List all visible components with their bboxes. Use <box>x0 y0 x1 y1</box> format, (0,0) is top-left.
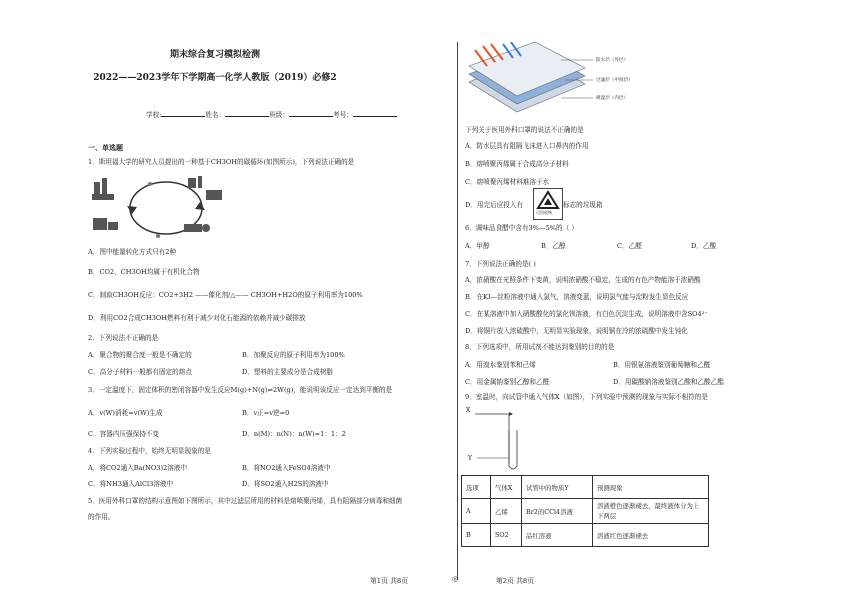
student-info-line <box>146 110 397 120</box>
apparatus-label-x: X <box>466 407 471 414</box>
page-subtitle: 2022——2023学年下学期高一化学人教版（2019）必修2 <box>93 73 337 83</box>
class-label: 班级： <box>269 111 289 119</box>
q4-option-c: C．将NH3通入AlCl3溶液中 <box>88 480 174 488</box>
left-page-footer: 第1页 共8页 <box>370 577 408 585</box>
q2-option-c: C．高分子材料一般都有固定的熔点 <box>88 368 192 376</box>
q5-stem: 下列关于医用外科口罩的说法不正确的是 <box>465 126 584 134</box>
right-page-footer: 第2页 共8页 <box>496 577 534 585</box>
apparatus-label-y: Y <box>468 455 472 462</box>
q5-option-a: A．防水层具有阻隔飞沫进入口鼻内的作用 <box>465 142 589 150</box>
q1-option-b: B．CO2，CH3OH均属于有机化合物 <box>88 268 200 276</box>
table-cell: SO2 <box>491 524 522 547</box>
table-cell: 品红溶液 <box>522 524 593 547</box>
table-cell: 乙烯 <box>491 499 522 524</box>
question-5: 5．医用外科口罩的结构示意图如下图所示，其中过滤层所用的材料是熔喷聚丙烯，具有阻隔部分病毒和细菌 <box>88 497 403 505</box>
q5-option-c: C．熔喷聚丙烯材料难溶于水 <box>465 178 550 186</box>
recycle-caption: 可回收物 <box>536 210 552 215</box>
school-blank[interactable] <box>161 110 205 117</box>
q7-option-d: D．将铜片放入浓硫酸中，无明显实验现象，说明铜在冷的浓硫酸中发生钝化 <box>465 327 688 335</box>
q6-option-d: D．乙酸 <box>691 242 717 250</box>
question-9: 9．室温时，向试管中通入气体X（如图），下列实验中预测的现象与实际不相符的是 <box>465 393 708 401</box>
mask-label-absorb: 吸湿层（内层） <box>596 96 629 101</box>
question-1: 1．斯坦福大学的研究人员提出的一种基于CH3OH的碳循环(如图所示)，下列说法正确的是 <box>88 158 355 166</box>
table-header-row <box>462 476 709 499</box>
q1-option-c: C．制取CH3OH反应：CO2+3H2 ——催化剂/△—— CH3OH+H2O的原子利用率为100% <box>88 291 363 299</box>
q3-option-b: B．v正=v逆=0 <box>242 409 290 417</box>
test-tube-apparatus <box>465 406 525 472</box>
table-header: 预测现象 <box>593 476 709 499</box>
number-blank[interactable] <box>353 110 397 117</box>
number-label: 考号： <box>332 111 353 119</box>
q9-table <box>461 475 709 547</box>
q6-option-c: C．乙醛 <box>617 242 642 250</box>
mask-structure-figure <box>465 42 595 114</box>
q2-option-a: A．聚合物的聚合度一般是不确定的 <box>88 351 192 359</box>
question-5-line2: 的作用。 <box>88 513 115 521</box>
q3-option-c: C．容器内压强保持不变 <box>88 430 159 438</box>
name-blank[interactable] <box>225 110 269 117</box>
table-cell: A <box>462 499 491 524</box>
table-cell: B <box>462 524 491 547</box>
table-header: 气体X <box>491 476 522 499</box>
q1-option-a: A．图中能量转化方式只有2种 <box>88 248 177 256</box>
question-6: 6．调味品食醋中含有3%—5%的（ ） <box>465 224 578 232</box>
class-blank[interactable] <box>289 110 333 117</box>
mask-label-waterproof: 防水层（外层） <box>596 58 629 63</box>
q7-option-b: B．在KI—淀粉溶液中通入氯气，溶液变蓝，说明氯气能与淀粉发生显色反应 <box>465 293 689 301</box>
q7-option-a: A．浓硝酸在光照条件下变黄，说明浓硝酸不稳定，生成的有色产物能溶于浓硝酸 <box>465 276 701 284</box>
center-mark: ◎ <box>452 575 459 583</box>
school-label: 学校: <box>146 111 162 119</box>
table-header: 选项 <box>462 476 491 499</box>
question-3: 3．一定温度下，固定体积的密闭容器中发生反应M(g)+N(g)⇌2W(g)，能说明该反应一定达到平衡的是 <box>88 386 393 394</box>
q5-option-d-tail: 标志的垃圾箱 <box>563 201 603 209</box>
q4-option-d: D．将SO2通入H2S的溶液中 <box>242 480 329 488</box>
table-header: 试管中的物质Y <box>522 476 593 499</box>
q8-option-a: A．用溴水鉴别苯和己烯 <box>465 361 536 369</box>
table-cell: 溶液橙色逐渐褪去，最终液体分为上下两层 <box>593 499 709 524</box>
q8-option-d: D．用碳酸钠溶液鉴别乙酸和乙酸乙酯 <box>613 378 724 386</box>
carbon-cycle-figure <box>88 172 238 244</box>
table-cell: Br2的CCl4溶液 <box>522 499 593 524</box>
recycle-icon <box>533 188 563 220</box>
page-title: 期末综合复习模拟检测 <box>169 50 260 60</box>
q6-option-b: B．乙醇 <box>541 242 566 250</box>
q5-option-b: B．熔喷聚丙烯属于合成高分子材料 <box>465 160 569 168</box>
q5-option-d: D．用完后应投入有 <box>465 201 524 209</box>
q4-option-a: A．将CO2通入Ba(NO3)2溶液中 <box>88 464 188 472</box>
question-7: 7．下列说法正确的是( ) <box>465 260 536 268</box>
mask-label-filter: 过滤层（中间层） <box>596 78 633 83</box>
q8-option-c: C．用金属钠鉴别乙醇和乙醛 <box>465 378 550 386</box>
q7-option-c: C．在某溶液中加入硝酸酸化的氯化钡溶液，有白色沉淀生成，说明溶液中含SO4²⁻ <box>465 310 708 318</box>
q4-option-b: B．将NO2通入FeSO4溶液中 <box>242 464 331 472</box>
name-label: 姓名： <box>205 111 226 119</box>
table-row <box>462 499 709 524</box>
section-heading: 一、单选题 <box>88 143 123 152</box>
table-row <box>462 524 709 547</box>
question-4: 4．下列实验过程中，始终无明显现象的是 <box>88 447 211 455</box>
q1-option-d: D．利用CO2合成CH3OH燃料有利于减少对化石能源的依赖并减少碳排放 <box>88 314 306 322</box>
table-cell: 溶液红色逐渐褪去 <box>593 524 709 547</box>
question-8: 8．下列选项中，所用试剂不能达到鉴别的目的的是 <box>465 343 615 351</box>
q8-option-b: B．用银氨溶液鉴别葡萄糖和乙醛 <box>613 361 711 369</box>
q6-option-a: A．甲醇 <box>465 242 490 250</box>
q3-option-d: D．n(M)：n(N)：n(W)=1：1：2 <box>242 430 346 438</box>
q2-option-d: D．塑料的主要成分是合成树脂 <box>242 368 334 376</box>
question-2: 2．下列说法不正确的是 <box>88 334 159 342</box>
q2-option-b: B．加聚反应的原子利用率为100% <box>242 351 345 359</box>
q3-option-a: A．v(W)消耗=v(W)生成 <box>88 409 163 417</box>
